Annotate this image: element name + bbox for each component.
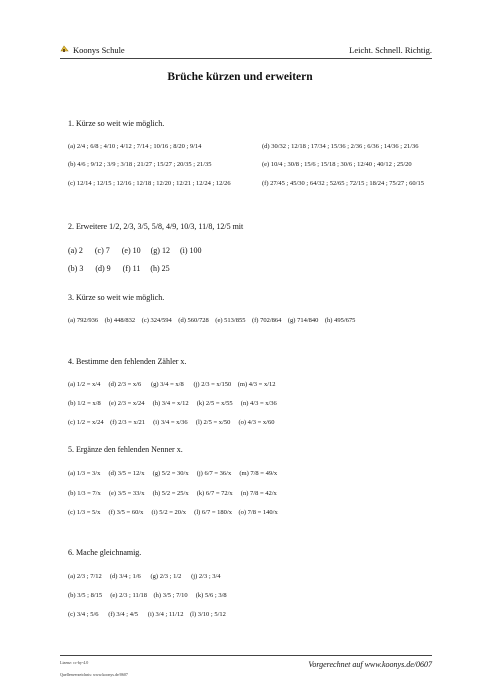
task-row: (a) 1/2 = x/4 (d) 2/3 = x/6 (g) 3/4 = x/8 (j) 2/3 = x/150 (m) 4/3 = x/12: [68, 381, 276, 388]
task-row: (b) 4/6 ; 9/12 ; 3/9 ; 3/18 ; 21/27 ; 15/27 ; 20/35 ; 21/35: [68, 161, 212, 168]
task-row: (f) 27/45 ; 45/30 ; 64/32 ; 52/65 ; 72/15 ; 18/24 ; 75/27 ; 60/15: [262, 180, 424, 187]
task-row: (b) 1/2 = x/8 (e) 2/3 = x/24 (h) 3/4 = x/12 (k) 2/5 = x/55 (n) 4/3 = x/36: [68, 400, 277, 407]
task-row: (b) 1/3 = 7/x (e) 3/5 = 33/x (h) 5/2 = 25/x (k) 6/7 = 72/x (n) 7/8 = 42/x: [68, 490, 277, 497]
footer-rule: [60, 655, 432, 656]
section-3-heading: 3. Kürze so weit wie möglich.: [68, 293, 165, 302]
sources-text: Quellenverzeichnis: www.koonys.de/0607: [60, 672, 128, 677]
task-row: (a) 792/936 (b) 448/832 (c) 324/594 (d) 560/728 (e) 513/855 (f) 702/864 (g) 714/840 (h) 495/675: [68, 317, 356, 324]
section-2-heading: 2. Erweitere 1/2, 2/3, 3/5, 5/8, 4/9, 10/3, 11/8, 12/5 mit: [68, 222, 244, 231]
task-row: (b) 3/5 ; 8/15 (e) 2/3 ; 11/18 (h) 3/5 ; 7/10 (k) 5/6 ; 3/8: [68, 592, 227, 599]
task-row: (a) 2/3 ; 7/12 (d) 3/4 ; 1/6 (g) 2/3 ; 1/2 (j) 2/3 ; 3/4: [68, 573, 221, 580]
task-row: (c) 3/4 ; 5/6 (f) 3/4 ; 4/5 (i) 3/4 ; 11/12 (l) 3/10 ; 5/12: [68, 611, 226, 618]
section-1-heading: 1. Kürze so weit wie möglich.: [68, 119, 165, 128]
slogan: Leicht. Schnell. Richtig.: [349, 45, 432, 55]
task-row: (a) 1/3 = 3/x (d) 3/5 = 12/x (g) 5/2 = 30/x (j) 6/7 = 36/x (m) 7/8 = 49/x: [68, 470, 278, 477]
license-text: Lizenz: cc-by-4.0: [60, 660, 89, 665]
page-title: Brüche kürzen und erweitern: [167, 71, 313, 83]
task-row: (a) 2 (c) 7 (e) 10 (g) 12 (i) 100: [68, 246, 202, 255]
task-row: (d) 30/32 ; 12/18 ; 17/34 ; 15/36 ; 2/36 ; 6/36 ; 14/36 ; 21/36: [262, 143, 419, 150]
task-row: (b) 3 (d) 9 (f) 11 (h) 25: [68, 264, 170, 273]
brand-name: Koonys Schule: [73, 45, 125, 55]
section-4-heading: 4. Bestimme den fehlenden Zähler x.: [68, 357, 187, 366]
koonys-logo-icon: [60, 45, 69, 53]
task-row: (c) 1/2 = x/24 (f) 2/3 = x/21 (i) 3/4 = x/36 (l) 2/5 = x/50 (o) 4/3 = x/60: [68, 419, 275, 426]
koonys-link[interactable]: Vorgerechnet auf www.koonys.de/0607: [308, 660, 432, 669]
section-5-heading: 5. Ergänze den fehlenden Nenner x.: [68, 445, 183, 454]
task-row: (e) 10/4 ; 30/8 ; 15/6 ; 15/18 ; 30/6 ; 12/40 ; 40/12 ; 25/20: [262, 161, 412, 168]
task-row: (c) 12/14 ; 12/15 ; 12/16 ; 12/18 ; 12/20 ; 12/21 ; 12/24 ; 12/26: [68, 180, 231, 187]
header-rule: [60, 58, 432, 59]
section-6-heading: 6. Mache gleichnamig.: [68, 548, 142, 557]
task-row: (c) 1/3 = 5/x (f) 3/5 = 60/x (i) 5/2 = 20/x (l) 6/7 = 180/x (o) 7/8 = 140/x: [68, 509, 278, 516]
task-row: (a) 2/4 ; 6/8 ; 4/10 ; 4/12 ; 7/14 ; 10/16 ; 8/20 ; 9/14: [68, 143, 202, 150]
